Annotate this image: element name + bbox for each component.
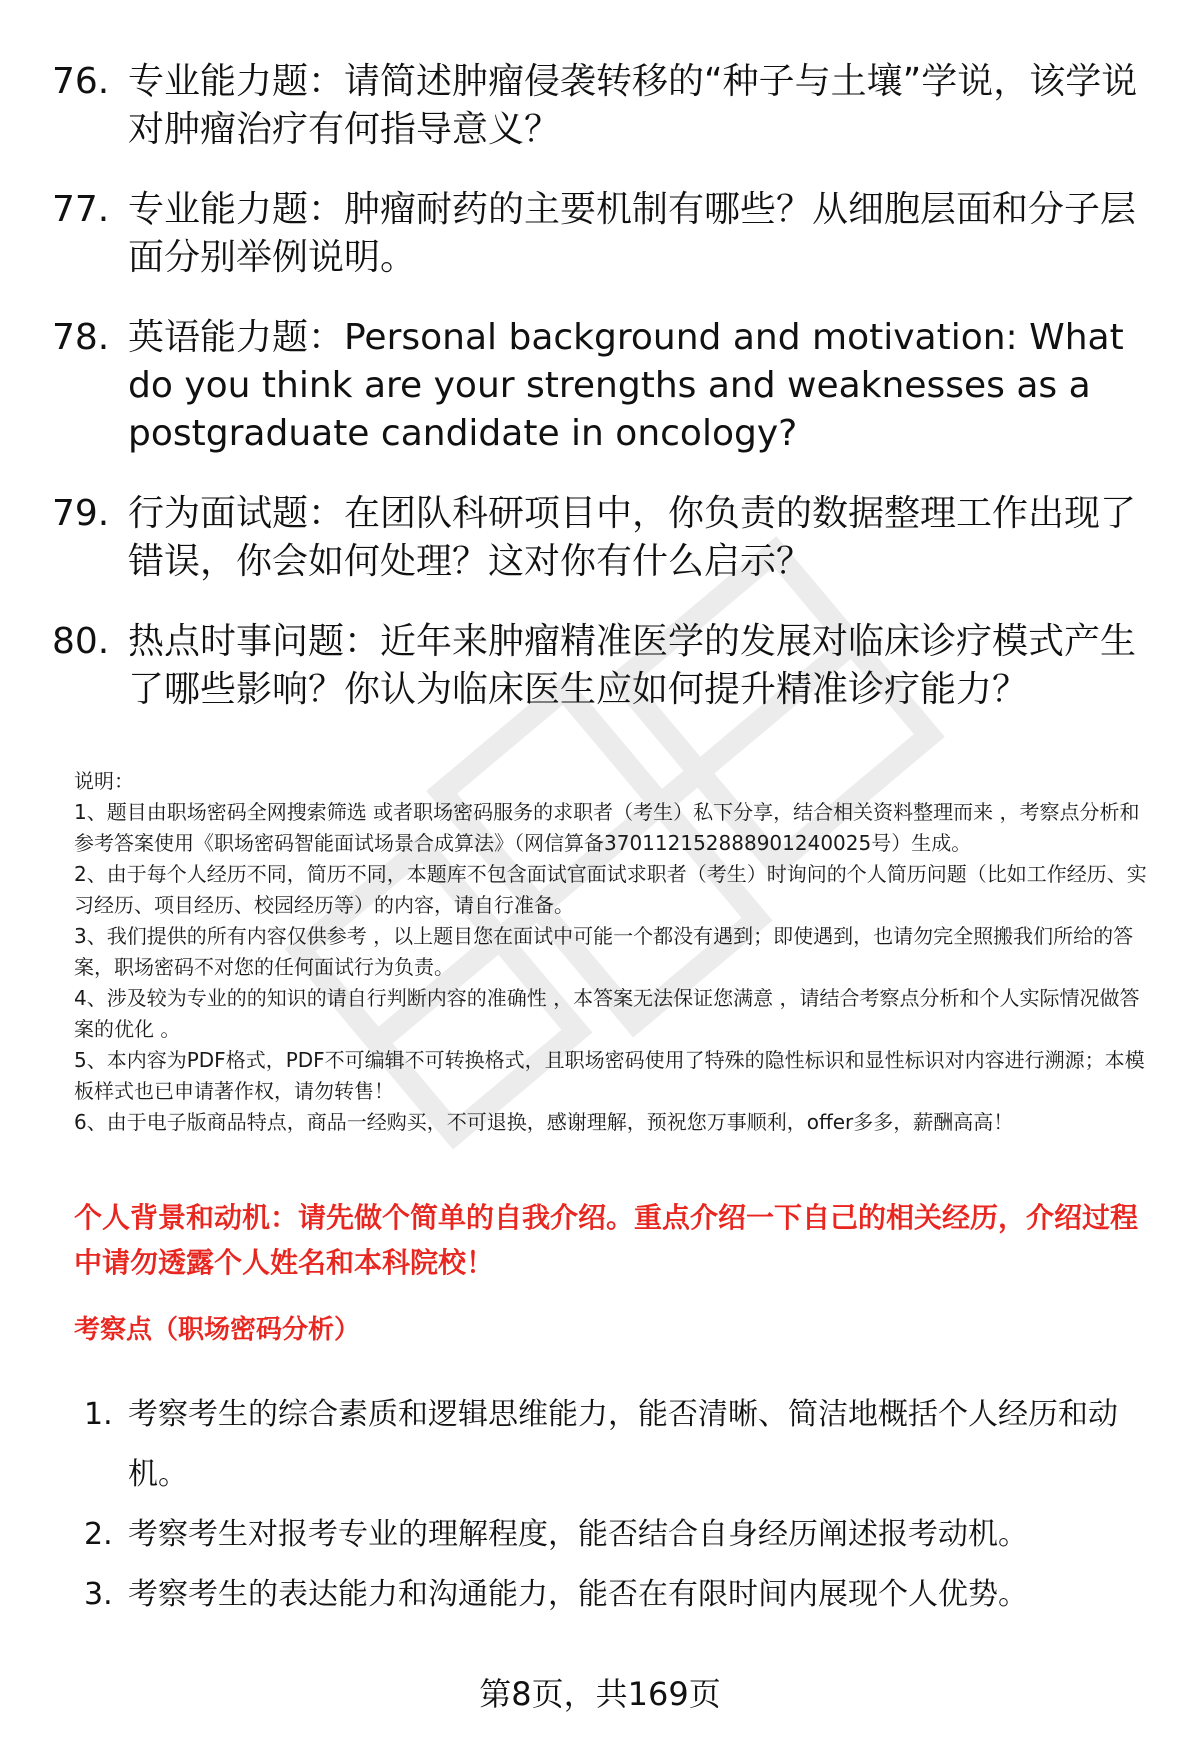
question-item xyxy=(52,186,1152,282)
note-item: 2、由于每个人经历不同，简历不同，本题库不包含面试官面试求职者（考生）时询问的个人简历问题（比如工作经历、实习经历、项目经历、校园经历等）的内容，请自行准备。 xyxy=(74,862,1147,917)
section-title: 个人背景和动机：请先做个简单的自我介绍。重点介绍一下自己的相关经历，介绍过程中请勿透露个人姓名和本科院校！ xyxy=(74,1201,1139,1279)
note-item: 1、题目由职场密码全网搜索筛选 或者职场密码服务的求职者（考生）私下分享，结合相关资料整理而来 ，考察点分析和参考答案使用《职场密码智能面试场景合成算法》（网信算备370112152888901240025号）生成。 xyxy=(74,800,1140,855)
question-item xyxy=(52,490,1152,586)
question-item xyxy=(52,58,1152,154)
question-text: 专业能力题：肿瘤耐药的主要机制有哪些？从细胞层面和分子层面分别举例说明。 xyxy=(128,189,1137,278)
question-text: 专业能力题：请简述肿瘤侵袭转移的“种子与土壤”学说，该学说对肿瘤治疗有何指导意义？ xyxy=(128,61,1138,150)
section-subtitle: 考察点（职场密码分析） xyxy=(74,1315,361,1345)
point-number: 1. xyxy=(84,1397,113,1432)
point-text: 考察考生对报考专业的理解程度，能否结合自身经历阐述报考动机。 xyxy=(128,1517,1028,1552)
point-text: 考察考生的综合素质和逻辑思维能力，能否清晰、简洁地概括个人经历和动机。 xyxy=(128,1397,1118,1492)
question-number: 77. xyxy=(52,189,110,230)
question-number: 76. xyxy=(52,61,110,102)
page-footer: 第8页，共169页 xyxy=(479,1675,721,1713)
point-item xyxy=(84,1385,1134,1505)
note-item: 4、涉及较为专业的的知识的请自行判断内容的准确性 ，本答案无法保证您满意 ，请结合考察点分析和个人实际情况做答案的优化 。 xyxy=(74,986,1140,1041)
note-item: 5、本内容为PDF格式，PDF不可编辑不可转换格式，且职场密码使用了特殊的隐性标识和显性标识对内容进行溯源；本模板样式也已申请著作权，请勿转售！ xyxy=(74,1048,1145,1103)
assessment-points xyxy=(84,1385,1134,1625)
question-list xyxy=(52,58,1152,746)
question-number: 79. xyxy=(52,493,110,534)
point-number: 2. xyxy=(84,1517,113,1552)
question-text: 热点时事问题：近年来肿瘤精准医学的发展对临床诊疗模式产生了哪些影响？你认为临床医生应如何提升精准诊疗能力？ xyxy=(128,621,1137,710)
question-item xyxy=(52,618,1152,714)
notes-heading: 说明： xyxy=(74,769,134,793)
question-text: 英语能力题：Personal background and motivation: What do you think are your strengths and weaknesses as a postgraduate candidate in oncology? xyxy=(128,317,1124,454)
point-number: 3. xyxy=(84,1577,113,1612)
note-item: 3、我们提供的所有内容仅供参考 ，以上题目您在面试中可能一个都没有遇到；即使遇到，也请勿完全照搬我们所给的答案，职场密码不对您的任何面试行为负责。 xyxy=(74,924,1134,979)
point-item xyxy=(84,1565,1134,1625)
question-text: 行为面试题：在团队科研项目中，你负责的数据整理工作出现了错误，你会如何处理？这对你有什么启示？ xyxy=(128,493,1137,582)
question-number: 80. xyxy=(52,621,110,662)
point-text: 考察考生的表达能力和沟通能力，能否在有限时间内展现个人优势。 xyxy=(128,1577,1028,1612)
question-item xyxy=(52,314,1152,458)
note-item: 6、由于电子版商品特点，商品一经购买，不可退换，感谢理解，预祝您万事顺利，offer多多，薪酬高高！ xyxy=(74,1110,1014,1134)
point-item xyxy=(84,1505,1134,1565)
notes-section xyxy=(74,766,1154,1138)
question-number: 78. xyxy=(52,317,110,358)
